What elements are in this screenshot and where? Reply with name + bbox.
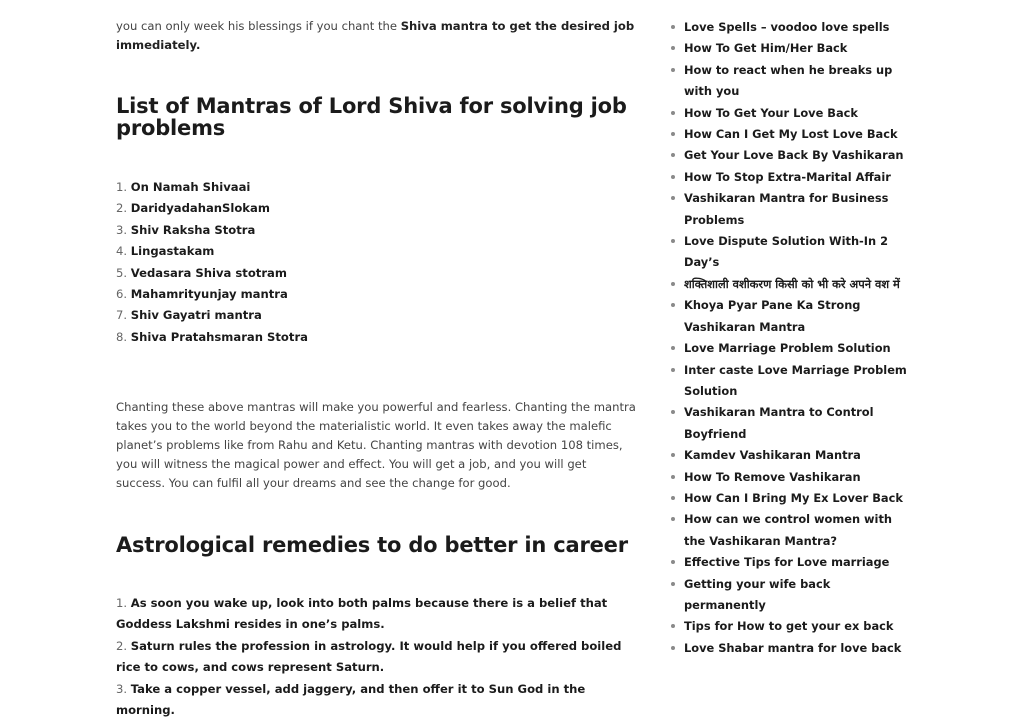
sidebar-item xyxy=(670,552,915,573)
list-label: Lingastakam xyxy=(130,244,215,259)
sidebar-link[interactable]: शक्तिशाली वशीकरण किसी को भी करे अपने वश में xyxy=(684,276,900,291)
list-number: 5. xyxy=(116,265,128,280)
list-item xyxy=(116,593,636,636)
sidebar-item xyxy=(670,103,915,124)
sidebar-item xyxy=(670,509,915,552)
list-number: 2. xyxy=(116,638,128,653)
list-number: 6. xyxy=(116,287,128,302)
sidebar-item xyxy=(670,638,915,659)
sidebar-item xyxy=(670,60,915,103)
sidebar-item xyxy=(670,295,915,338)
sidebar-link[interactable]: How To Remove Vashikaran xyxy=(684,469,861,484)
sidebar-link[interactable]: Vashikaran Mantra to Control Boyfriend xyxy=(684,405,874,441)
sidebar-link[interactable]: How To Stop Extra-Marital Affair xyxy=(684,169,891,184)
sidebar-item xyxy=(670,402,915,445)
list-item xyxy=(116,636,636,679)
sidebar-link[interactable]: Effective Tips for Love marriage xyxy=(684,555,890,570)
list-label: Take a copper vessel, add jaggery, and then offer it to Sun God in the morning. xyxy=(116,681,586,718)
sidebar-link[interactable]: How to react when he breaks up with you xyxy=(684,62,893,99)
sidebar-item xyxy=(670,188,915,231)
list-label: As soon you wake up, look into both palms because there is a belief that Goddess Lakshmi resides in one’s palms. xyxy=(116,596,608,632)
list-label: Saturn rules the profession in astrology. It would help if you offered boiled rice to cows, and cows represent Saturn. xyxy=(116,638,622,675)
list-number: 1. xyxy=(116,596,128,610)
list-label: DaridyadahanSlokam xyxy=(130,201,270,216)
list-label: On Namah Shivaai xyxy=(130,180,251,194)
list-item xyxy=(116,305,308,326)
heading-astrological-remedies: Astrological remedies to do better in career xyxy=(116,533,628,557)
list-label: Shiva Pratahsmaran Stotra xyxy=(130,329,308,344)
sidebar-item xyxy=(670,38,915,59)
list-number: 7. xyxy=(116,308,128,323)
list-item xyxy=(116,263,308,284)
list-label: Shiv Gayatri mantra xyxy=(130,308,262,323)
sidebar-link[interactable]: How To Get Your Love Back xyxy=(684,105,858,120)
sidebar-link[interactable]: Vashikaran Mantra for Business Problems xyxy=(684,191,889,227)
sidebar-link[interactable]: Love Marriage Problem Solution xyxy=(684,341,891,356)
sidebar-link[interactable]: How To Get Him/Her Back xyxy=(684,41,848,56)
sidebar-item xyxy=(670,274,915,295)
mantra-list xyxy=(116,177,308,348)
sidebar-link[interactable]: Inter caste Love Marriage Problem Solution xyxy=(684,362,907,398)
sidebar-item xyxy=(670,17,915,38)
sidebar-link[interactable]: How can we control women with the Vashikaran Mantra? xyxy=(684,512,893,548)
sidebar-item xyxy=(670,124,915,145)
remedy-list xyxy=(116,593,636,721)
sidebar-item xyxy=(670,445,915,466)
intro-bold-text: Shiva mantra to get the desired job immediately. xyxy=(116,19,635,52)
list-number: 4. xyxy=(116,244,128,259)
sidebar-item xyxy=(670,145,915,166)
sidebar-item xyxy=(670,616,915,637)
sidebar-link[interactable]: Tips for How to get your ex back xyxy=(684,619,894,634)
sidebar xyxy=(670,17,915,659)
sidebar-item xyxy=(670,574,915,617)
sidebar-link[interactable]: How Can I Bring My Ex Lover Back xyxy=(684,490,903,505)
list-item xyxy=(116,177,308,198)
sidebar-item xyxy=(670,338,915,359)
sidebar-item xyxy=(670,360,915,403)
sidebar-link[interactable]: Khoya Pyar Pane Ka Strong Vashikaran Mantra xyxy=(684,298,861,334)
list-item xyxy=(116,241,308,262)
list-number: 3. xyxy=(116,222,128,237)
sidebar-link[interactable]: Get Your Love Back By Vashikaran xyxy=(684,148,904,163)
list-number: 3. xyxy=(116,681,128,696)
sidebar-item xyxy=(670,467,915,488)
sidebar-link[interactable]: Kamdev Vashikaran Mantra xyxy=(684,448,861,463)
list-item xyxy=(116,198,308,219)
list-number: 2. xyxy=(116,201,128,216)
sidebar-link-list xyxy=(670,17,915,659)
list-label: Vedasara Shiva stotram xyxy=(130,265,287,280)
list-item xyxy=(116,220,308,241)
heading-shiva-mantras: List of Mantras of Lord Shiva for solving job problems xyxy=(116,94,627,140)
intro-text: you can only week his blessings if you chant the xyxy=(116,19,401,33)
sidebar-link[interactable]: Love Dispute Solution With-In 2 Day’s xyxy=(684,234,889,270)
list-number: 1. xyxy=(116,180,128,194)
sidebar-item xyxy=(670,167,915,188)
sidebar-link[interactable]: Love Shabar mantra for love back xyxy=(684,640,902,655)
list-item xyxy=(116,679,636,722)
sidebar-link[interactable]: Getting your wife back permanently xyxy=(684,576,831,612)
list-item xyxy=(116,284,308,305)
list-number: 8. xyxy=(116,329,128,344)
list-label: Mahamrityunjay mantra xyxy=(130,287,288,302)
sidebar-item xyxy=(670,231,915,274)
intro-paragraph xyxy=(116,17,636,55)
sidebar-link[interactable]: Love Spells – voodoo love spells xyxy=(684,20,890,34)
list-item xyxy=(116,327,308,348)
sidebar-item xyxy=(670,488,915,509)
sidebar-link[interactable]: How Can I Get My Lost Love Back xyxy=(684,127,898,142)
chanting-paragraph: Chanting these above mantras will make you powerful and fearless. Chanting the mantra takes you to the world beyond the materialistic world. It even takes away the malefic planet’s problems like from Rahu and Ketu. Chanting mantras with devotion 108 times, you will witness the magical power and effect. You will get a job, and you will get success. You can fulfil all your dreams and see the change for good. xyxy=(116,400,636,490)
list-label: Shiv Raksha Stotra xyxy=(130,222,256,237)
